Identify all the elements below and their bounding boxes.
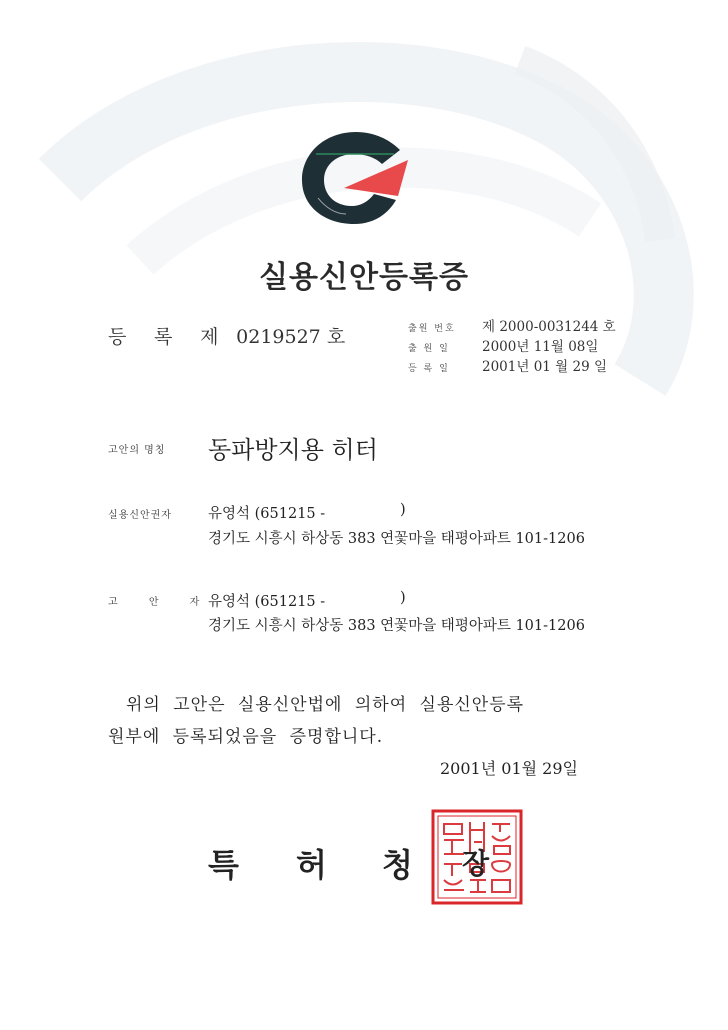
inventor-label: 고 안 자 [108,597,214,608]
registration-number [108,322,345,349]
right-holder-name: 유영석 (651215 - [208,506,326,522]
statement-line-2: 원부에 등록되었음을 증명합니다. [108,727,384,747]
seal-overlay-char: 장 [462,847,490,880]
issuer-char: 청 [382,846,413,884]
right-holder-address: 경기도 시흥시 하상동 383 연꽃마을 태평아파트 101-1206 [208,531,585,547]
meta-value: 2000년 11월 08일 [482,339,599,355]
meta-label: 출 원 일 [408,344,450,354]
right-holder-label: 실용신안권자 [108,510,172,521]
issuer-char: 허 [296,846,327,884]
right-holder-close-paren: ) [400,502,406,518]
registration-label-char: 제 [200,326,219,348]
meta-label: 등 록 일 [408,364,450,374]
meta-row [408,358,616,378]
issue-date: 2001년 01월 29일 [440,759,578,778]
government-emblem-icon [296,128,414,228]
certificate-title: 실용신안등록증 [259,260,469,295]
inventor-name: 유영석 (651215 - [208,594,326,610]
invention-name: 동파방지용 히터 [208,436,378,464]
invention-label: 고안의 명칭 [108,445,166,456]
meta-value: 2001년 01 월 29 일 [482,359,608,375]
statement-line-1: 위의 고안은 실용신안법에 의하여 실용신안등록 [126,695,525,715]
meta-row [408,338,616,358]
meta-value: 제 2000-0031244 호 [482,319,616,335]
inventor-address: 경기도 시흥시 하상동 383 연꽃마을 태평아파트 101-1206 [208,618,585,634]
meta-label: 출원 번호 [408,324,456,334]
meta-row [408,318,616,338]
issuer-char: 특 [208,846,239,884]
inventor-close-paren: ) [400,590,406,606]
application-meta [408,318,616,378]
registration-label-char: 등 [108,326,127,348]
registration-label-char: 록 [154,326,173,348]
registration-suffix: 호 [326,326,346,348]
registration-number-value: 0219527 [236,326,321,348]
